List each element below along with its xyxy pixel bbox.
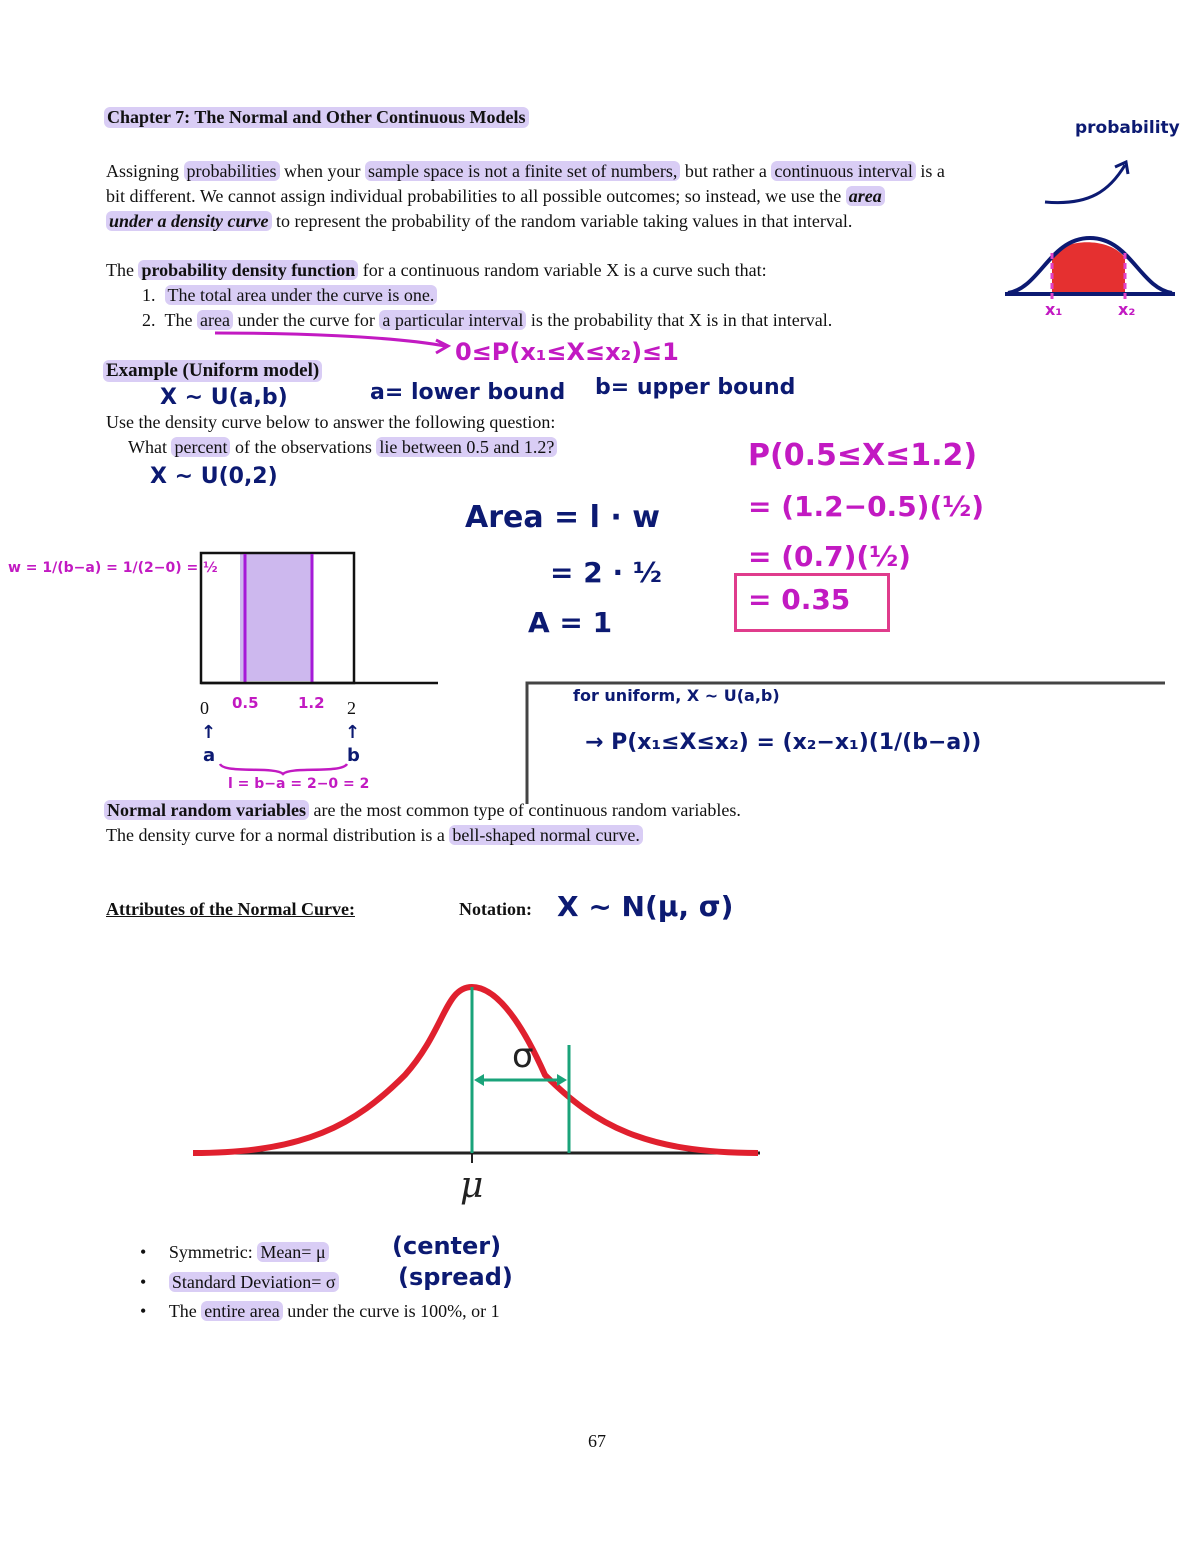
handwritten-spread: (spread) [398,1263,513,1291]
example-heading: Example (Uniform model) [103,360,322,382]
handwritten-x2: x₂ [1118,300,1136,319]
handwritten-b-def: b= upper bound [595,375,796,400]
hl-continuous-interval: continuous interval [771,161,915,181]
notation-label: Notation: [459,899,532,919]
handwritten-p2: = (1.2−0.5)(½) [748,490,985,523]
handwritten-x1: x₁ [1045,300,1063,319]
bullet-dot: • [140,1272,147,1292]
normal-line-1 [104,798,741,823]
example-question-2 [128,435,557,460]
text-span: Assigning [106,161,184,181]
text-span: of the observations [230,437,377,457]
handwritten-probability: probability [1075,118,1180,138]
pdf-item-1 [142,283,437,308]
hl-between: lie between 0.5 and 1.2? [376,437,557,457]
bullet-dot: • [140,1301,147,1321]
hl-percent: percent [171,437,230,457]
text-span: The [164,310,197,330]
axis-label-0: 0 [200,698,209,718]
text-span: is the probability that X is in that interval. [526,310,833,330]
hl-probabilities: probabilities [184,161,280,181]
hl-entire-area: entire area [201,1301,282,1321]
text-span: when your [279,161,365,181]
text-span: bit different. We cannot assign individual probabilities to all possible outcomes; so instead, we use the [106,186,846,206]
pdf-definition [106,258,767,283]
text-span: What [128,437,172,457]
hl-area-word: area [197,310,233,330]
handwritten-b-label: b [347,745,360,766]
handwritten-uniform-def: X ~ U(a,b) [160,385,288,410]
bullet-entire-area [140,1299,500,1324]
list-number: 1. [142,285,156,305]
chapter-title: Chapter 7: The Normal and Other Continuous Models [104,107,529,128]
intro-line-1 [106,159,945,184]
shaded-region [240,554,312,681]
handwritten-notation: X ~ N(μ, σ) [557,890,734,923]
handwritten-note-1: for uniform, X ~ U(a,b) [573,686,780,705]
hl-mean: Mean= μ [257,1242,328,1262]
handwritten-center: (center) [392,1232,502,1260]
hl-bell-curve: bell-shaped normal curve. [449,825,642,845]
hl-area: area [846,186,885,206]
handwritten-x-u02: X ~ U(0,2) [150,464,278,489]
handwritten-l-formula: l = b−a = 2−0 = 2 [228,776,370,792]
attributes-heading: Attributes of the Normal Curve: [106,899,355,919]
handwritten-inequality: 0≤P(x₁≤X≤x₂)≤1 [455,338,679,366]
text-span: Symmetric: [168,1242,258,1262]
text-span: are the most common type of continuous random variables. [308,800,741,820]
handwritten-tick-05: 0.5 [232,694,259,712]
sigma-arrowhead-left [474,1074,484,1086]
hl-total-area: The total area under the curve is one. [165,285,438,305]
intro-line-2 [106,184,885,209]
handwritten-a-arrow: ↑ [201,722,217,743]
hl-sd: Standard Deviation= σ [169,1272,339,1292]
bell-curve [193,987,758,1153]
handwritten-area-2: = 2 · ½ [550,556,662,589]
hl-pdf-term: probability density function [138,260,358,280]
text-span: for a continuous random variable X is a curve such that: [358,260,767,280]
text-span: The [168,1301,202,1321]
example-question-1: Use the density curve below to answer the following question: [106,412,556,432]
uniform-density-graph [195,548,445,688]
text-span: under the curve is 100%, or 1 [282,1301,500,1321]
axis-label-2: 2 [347,698,356,718]
mu-label: μ [460,1165,484,1206]
hl-particular-interval: a particular interval [379,310,526,330]
handwritten-w-formula: w = 1/(b−a) = 1/(2−0) = ½ [8,560,218,576]
bullet-sd [140,1270,339,1295]
text-span: to represent the probability of the random variable taking values in that interval. [271,211,853,231]
hl-density-curve: under a density curve [106,211,272,231]
handwritten-p1: P(0.5≤X≤1.2) [748,438,978,473]
page-number: 67 [588,1431,606,1451]
arrow-to-probability [1040,150,1140,210]
hl-normal-rv: Normal random variables [104,800,309,820]
sigma-arrowhead-right [557,1074,567,1086]
handwritten-note-2: → P(x₁≤X≤x₂) = (x₂−x₁)(1/(b−a)) [585,730,982,755]
list-number: 2. [142,310,156,330]
text-span: but rather a [680,161,772,181]
bullet-symmetric [140,1240,329,1265]
handwritten-tick-12: 1.2 [298,694,325,712]
text-span: under the curve for [232,310,380,330]
handwritten-a-def: a= lower bound [370,380,566,405]
handwritten-p4: = 0.35 [748,583,851,616]
sketch-bell-curve [1000,228,1180,328]
normal-line-2 [106,823,643,848]
sigma-label: σ [512,1036,534,1076]
bullet-dot: • [140,1242,147,1262]
handwritten-area-1: Area = l · w [465,500,660,535]
handwritten-b-arrow: ↑ [345,722,361,743]
intro-line-3 [106,209,852,234]
arrow-to-inequality [210,328,460,358]
text-span: The density curve for a normal distribution is a [106,825,450,845]
text-span: The [106,260,139,280]
text-span: is a [915,161,945,181]
handwritten-a-label: a [203,745,216,766]
handwritten-p3: = (0.7)(½) [748,540,911,573]
handwritten-area-3: A = 1 [528,606,613,639]
hl-sample-space: sample space is not a finite set of numbers, [365,161,680,181]
